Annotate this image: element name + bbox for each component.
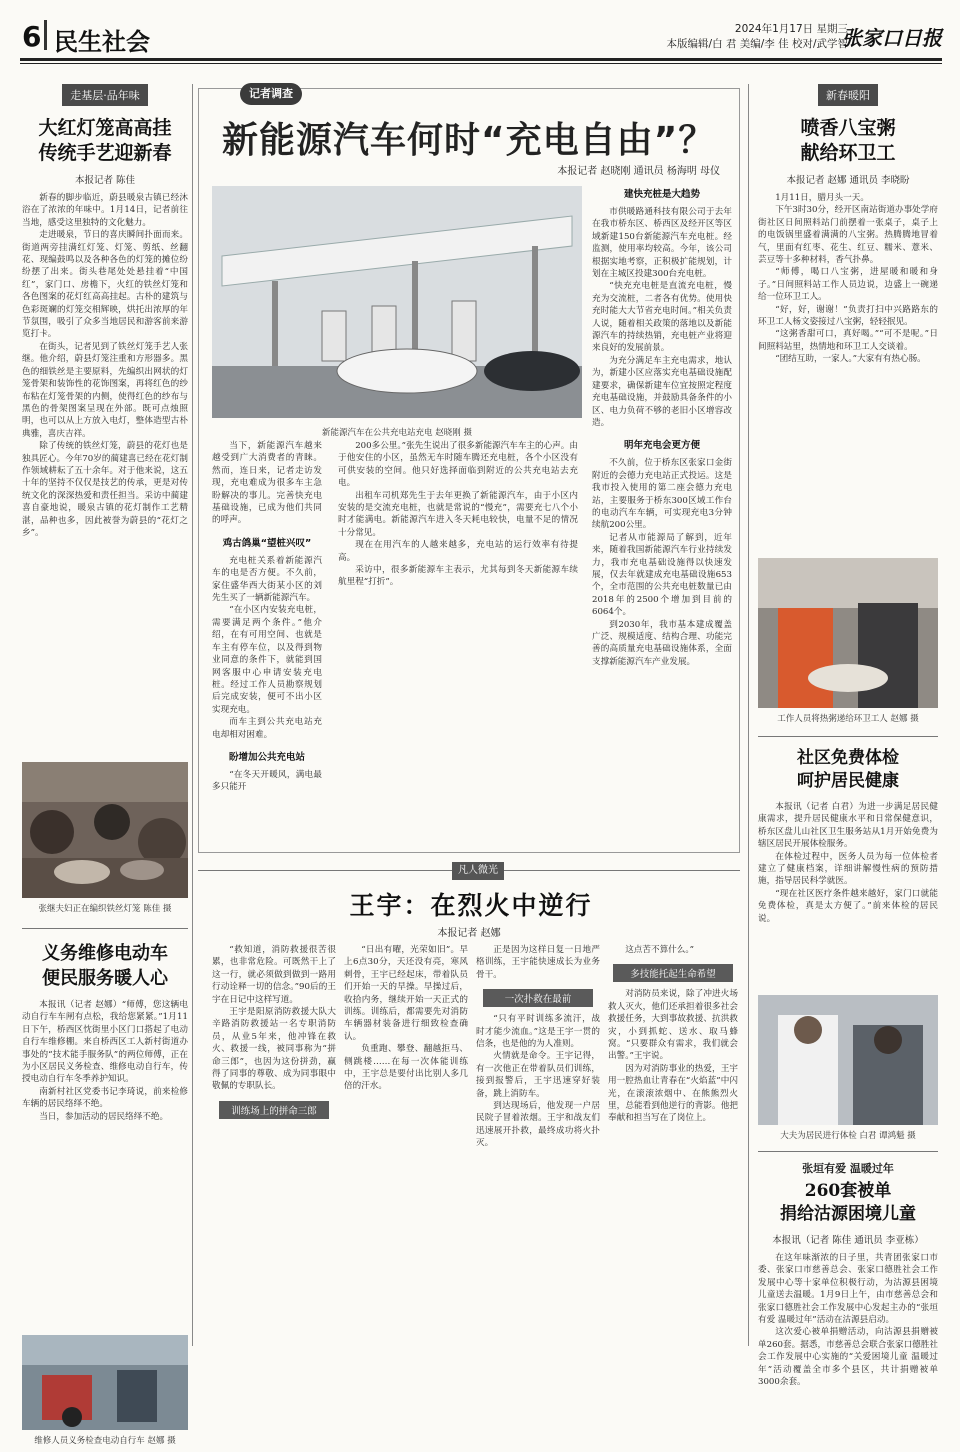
paragraph: 当日，参加活动的居民络绎不绝。 [39,1111,169,1122]
paragraph: 本报讯（记者 白君）为进一步满足居民健康需求，提升居民健康水平和日常保健意识，桥东区盘儿山社区卫生服务站从1月开始免费为辖区居民开展体检服务。 [758,802,938,850]
subheading: 训练场上的拼命三郎 [219,1101,329,1119]
feature-col-1 [212,440,322,845]
paragraph: 因为对消防事业的热爱，王宇用一腔热血让青春在“火焰蓝”中闪光，在滚滚浓烟中、在熊熊烈火里，总能看到他逆行的背影。他把奉献和担当写在了岗位上。 [608,1063,738,1124]
paragraph: 充电桩关系着新能源汽车的电是否方便。不久前，家住盛华西大街某小区的刘先生买了一辆新能源汽车。 [212,555,322,604]
fanren-col-2 [344,944,468,1344]
camera-icon [758,558,938,708]
paragraph: “现在社区医疗条件越来越好，家门口就能免费体检，真是太方便了。”前来体检的居民说。 [758,888,938,924]
column-tag: 走基层·品年味 [62,84,148,106]
paragraph: 不久前，位于桥东区张家口金街附近的会德力充电站正式投运。这是我市投入使用的第二座会德力充电站，主要服务于桥东300区域工作台的电动汽车车辆，可实现充电3分钟续航200公里。 [592,458,732,531]
lantern-photo [22,762,188,898]
page-header [0,0,960,72]
paragraph: “师傅，喝口八宝粥，进屋暖和暖和身子。”日间照料站工作人员边说，边盛上一碗递给一位环卫工人。 [758,267,938,303]
paragraph: 采访中，很多新能源车主表示，尤其每到冬天新能源车续航里程“打折”。 [338,565,578,588]
paragraph: 下午3时30分，经开区南站街道办事处学府街社区日间照料站门前摆着一张桌子，桌子上的电饭锅里盛着满满的八宝粥。热腾腾地冒着气，里面有红枣、花生、红豆、糯米、薏米、芸豆等十多种材料，香气扑鼻。 [758,205,938,266]
article-body [758,1252,938,1452]
article-body [758,801,938,991]
paragraph: 记者从市能源局了解到，近年来，随着我国新能源汽车行业持续发力，我市充电基础设施得以快速发展，仅去年就建成充电基础设施653个，全市范围的公共充电桩数量已由2018年的2500个增加到目前的6064个。 [592,532,732,618]
porridge-photo [758,558,938,708]
article-title: 260套被单 捐给沽源困境儿童 [780,1181,916,1224]
paragraph: 除了传统的铁丝灯笼，蔚县的花灯也是独具匠心。今年70岁的蔺建喜已经在花灯制作领域耕耘了五十余年。对于他来说，这五十年的坚持不仅仅是技艺的传承，更是对传统文化的深深热爱和责任担当。采访中蔺建喜自豪地说，暖泉古镇的花灯制作工艺精湛，品种也多，因此被誉为蔚县的“花灯之乡”。 [22,441,188,538]
feature-badge: 记者调查 [240,83,302,105]
photo-caption: 张继夫妇正在编织铁丝灯笼 陈佳 摄 [38,904,172,914]
paragraph: 现在在用汽车的人越来越多，充电站的运行效率有待提高。 [338,540,578,563]
paragraph: 为充分满足车主充电需求，地认为，新建小区应落实充电基础设施配建要求，确保新建车位宜按照定程度充电基础设施，并鼓励具备条件的小区、电力负荷不够的老旧小区增容改造。 [592,355,732,428]
article-byline: 本报讯（记者 陈佳 通讯员 李亚栋） [772,1235,924,1246]
section-tag: 凡人微光 [452,862,504,880]
fanren-col-3 [476,944,600,1344]
feature-byline: 本报记者 赵晓刚 通讯员 杨海明 母仪 [557,166,720,177]
article-byline: 本报记者 陈佳 [74,175,136,186]
paragraph: 200多公里。”张先生说出了很多新能源汽车车主的心声。由于他安住的小区，虽然无车时随车腾还充电桩，各个小区没有可供安装的空间。他只好选择面临到附近的公共充电站去充电。 [338,441,578,489]
photo-caption: 新能源汽车在公共充电站充电 赵晓刚 摄 [322,428,472,438]
paragraph: 火情就是命令。王宇记得，有一次他正在带着队员们训练，接到报警后，王宇迅速穿好装备，跳上消防车。 [476,1051,600,1099]
article-title: 义务维修电动车 便民服务暖人心 [42,943,168,989]
column-divider [748,84,749,1346]
photo-caption: 大夫为居民进行体检 白君 谭鸿魁 摄 [780,1131,916,1141]
photo-caption: 工作人员将热粥递给环卫工人 赵娜 摄 [777,714,919,724]
article-byline: 本报记者 赵娜 通讯员 李晓盼 [786,175,910,186]
paragraph: 市供暖路通科技有限公司于去年在我市桥东区、桥西区及经开区等区域新建150台新能源汽车充电桩。经监测，使用率均较高。今年，该公司根据实地考察，正积极扩能规划，计划在主城区投建300台充电桩。 [592,207,732,280]
paragraph: 1月11日，腊月头一天。 [775,193,869,203]
subheading: 鸡古鸽巢“望桩兴叹” [222,537,312,549]
paragraph: “只有平时训练多流汗，战时才能少流血。”这是王宇一贯的信条，也是他的为人准则。 [476,1014,600,1050]
paragraph: “在小区内安装充电桩，需要满足两个条件。”他介绍，在有可用空间、也就是车主有停车位，以及得到物业同意的条件下，就能到国网客服中心申请安装充电桩。经过工作人员勘察规划后完成安装，便可不出小区实现充电。 [212,605,322,715]
charging-station-photo [212,186,582,418]
right-column [758,84,938,1388]
article-body [22,192,188,742]
subheading: 盼增加公共充电站 [228,751,305,763]
paragraph: 在体检过程中，医务人员为每一位体检者建立了健康档案，详细讲解慢性病的预防措施，指导居民科学就医。 [758,851,938,887]
paragraph: 本报讯（记者 赵娜）“师傅，您这辆电动自行车车闸有点松，我给您紧紧。”1月11日下午，桥西区忱街里小区门口搭起了电动自行车维修棚。来自桥西区工人新村街道办事处的“技术能手服务队”的两位师傅，正在为小区居民义务检查、维修电动自行车，传授电动自行车冬季养护知识。 [22,1000,188,1085]
paragraph: 这点苦不算什么。” [625,945,695,955]
subheading: 多技能托起生命希望 [613,964,733,982]
article-title: 社区免费体检 呵护居民健康 [797,748,899,791]
article-byline: 本报记者 赵娜 [437,928,501,939]
paragraph: “救知道，消防救援很苦很累，也非常危险。可既然干上了这一行，就必须做到做到一路用行动诠释一切的信念。”90后的王宇在日记中这样写道。 [212,945,336,1005]
issue-date: 2024年1月17日 星期三 [734,23,848,35]
feature-col-2 [338,440,578,845]
header-rule [20,58,942,61]
paragraph: 到达现场后，他发现一户居民院子冒着浓烟。王宇和战友们迅速展开扑救，最终成功将火扑灭。 [476,1101,600,1149]
article-title: 大红灯笼高高挂 传统手艺迎新春 [38,117,172,164]
paragraph: “团结互助，一家人。”大家有有热心肠。 [775,354,926,365]
article-kicker: 张垣有爱 温暖过年 [802,1162,894,1175]
paragraph: “好，好，谢谢！”负责打扫中兴路路东的环卫工人杨文姿接过八宝粥，轻轻抿见。 [758,304,938,328]
feature-title: 新能源汽车何时“充电自由”？ [222,120,716,161]
paragraph: 走进暖泉，节日的喜庆瞬间扑面而来。街道两旁挂满红灯笼、灯笼、剪纸、丝翻花、现编鼓鸣以及各种各色的灯笼的摊位纷纷摆了出来。街头巷尾处处悬挂着“中国红”，家门口、房檐下，火红的铁丝灯笼和各色图案的花灯红高高挂起。古朴的建筑与色彩斑斓的灯笼交相辉映，烘托出浓厚的年节氛围，吸引了众多当地居民和游客前来游览打卡。 [22,230,188,340]
paragraph: “这粥香甜可口，真好喝。”“可不是呢。”日间照料站里，热情地和环卫工人交谈着。 [758,329,938,352]
header-rule-thin [20,63,942,64]
paragraph: 在街头，记者见到了铁丝灯笼手艺人张继。他介绍，蔚县灯笼注重和方形器多。黑色的细铁丝是主要原料，先编织出网状的灯笼骨架和装饰性的花饰图案，再将红色的纱布粘在灯笼骨架的内侧，使得红色的纱布与黑色的骨架图案呈现在外部。既可点烛照明，也可以从上方放入电灯，整体造型古朴典雅，喜庆吉祥。 [22,341,188,439]
photo-caption: 维修人员义务检查电动自行车 赵娜 摄 [34,1436,176,1446]
page-number: 6 [22,20,42,53]
checkup-photo [758,995,938,1125]
paragraph: 在这年味渐浓的日子里，共青团张家口市委、张家口市慈善总会、张家口德胜社会工作发展中心等十家单位积极行动，为沽源县困境儿童送去温暖。1月9日上午，由市慈善总会和张家口德胜社会工作发展中心发起主办的“张垣有爱 温暖过年”活动在沽源县启动。 [758,1253,938,1326]
paragraph: 这次爱心被单捐赠活动，向沽源县捐赠被单260套。据悉，市慈善总会联合张家口德胜社会工作发展中心实施的“关爱困境儿童 温暖过年”活动覆盖全市多个县区，共计捐赠被单3000余套。 [758,1327,938,1388]
paragraph: 当下，新能源汽车越来越受到广大消费者的青睐。然而，连日来，记者走访发现，充电难成为很多车主急盼解决的事儿。完善快充电基础设施，已成为他们共同的呼声。 [212,441,322,526]
feature-col-3 [592,186,732,846]
paragraph: 而车主到公共充电站充电却相对困难。 [212,717,322,740]
paragraph: 王宇是阳原消防救援大队大辛路消防救援站一名专职消防员，从业5年来，他冲锋在救火、救援一线，被同事称为“拼命三郎”，也因为这份拼劲，赢得了同事的尊敬、成为同事眼中敬佩的专职队长。 [212,1007,336,1092]
subheading: 一次扑救在最前 [483,989,593,1007]
paragraph: 对消防员来说，除了冲进火场救人灭火，他们还承担着很多社会救援任务，大到事故救援、抗洪救灾，小到抓蛇、送水、取马蜂窝。“只要群众有需求，我们就会出警。”王宇说。 [608,989,738,1062]
header-divider [44,20,47,50]
repair-photo [22,1335,188,1430]
column-divider [192,84,193,1346]
paragraph: 正是因为这样日复一日地严格训练，王宇能快速成长为业务骨干。 [476,945,600,980]
article-title: 喷香八宝粥 献给环卫工 [800,117,896,164]
camera-icon [22,762,188,898]
car-icon [212,186,582,418]
fanren-col-4 [608,944,738,1344]
article-title: 王宇：在烈火中逆行 [349,891,593,920]
article-body [22,999,188,1329]
paragraph: “在冬天开暖风，满电最多只能开 [212,769,322,793]
paragraph: 到2030年，我市基本建成覆盖广泛、规模适度、结构合理、功能完善的高质量充电基础设施体系，全面支撑新能源汽车产业发展。 [592,619,732,667]
paragraph: 新春的脚步临近，蔚县暖泉古镇已经沐浴在了浓浓的年味中。1月14日，记者前往当地，感受这里独特的文化魅力。 [22,193,188,228]
paragraph: 负重跑、攀登、翻越拒马、侧跳楼……在每一次体能训练中，王宇总是要付出比别人多几倍的汗水。 [344,1044,468,1092]
fanren-col-1 [212,944,336,1344]
column-tag: 新春暖阳 [818,84,878,106]
header-meta [667,22,848,52]
camera-icon [22,1335,188,1430]
paragraph: “日出有曜，光荣如旧”。早上6点30分，天还没有亮，寒风刺骨，王宇已经起床，带着队员们开始一天的早操。早操过后，收拾内务，继续开始一天正式的训练。训练后，都需要先对消防车辆器材装备进行细致检查确认。 [344,945,468,1042]
camera-icon [758,995,938,1125]
section-title: 民生社会 [54,28,150,56]
editors-line: 本版编辑/白 君 美编/李 佳 校对/武学智 [666,38,848,50]
paragraph: 出租车司机郑先生于去年更换了新能源汽车，由于小区内安装的是交流充电桩，也就是常说的“慢充”，需要充七八个小时才能满电。新能源汽车进入冬天耗电较快，电量不足的情况十分常见。 [338,490,578,538]
paragraph: 南新村社区党委书记李琦说，前来检修车辆的居民络绎不绝。 [22,1086,188,1110]
paper-logo: 张家口日报 [842,26,942,50]
paragraph: “快充充电桩是直流充电桩，慢充为交流桩，二者各有优势。使用快充时能大大节省充电时间。”相关负责人说，随着相关政策的落地以及新能源汽车的持续热销，充电桩产业将迎来良好的发展前景。 [592,281,732,354]
article-body [758,192,938,552]
subheading: 明年充电会更方便 [623,440,700,452]
subheading: 建快充桩是大趋势 [623,189,700,200]
left-column [22,84,188,1446]
